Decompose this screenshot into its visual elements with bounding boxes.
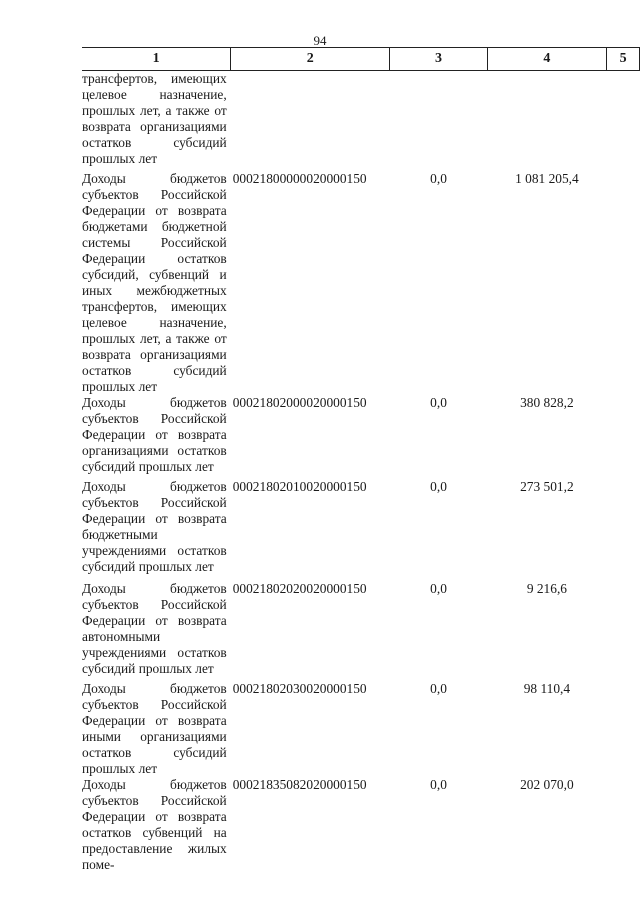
row-description: Доходы бюджетов субъектов Российской Федерации от возврата иными организациями остатков субсидий прошлых лет bbox=[82, 681, 227, 776]
row-value-4: 98 110,4 bbox=[523, 681, 571, 696]
row-description: Доходы бюджетов субъектов Российской Федерации от возврата остатков субвенций на предоставление жилых поме- bbox=[82, 777, 227, 872]
row-description: Доходы бюджетов субъектов Российской Федерации от возврата бюджетными учреждениями остатков субсидий прошлых лет bbox=[82, 479, 227, 574]
row-value-3: 0,0 bbox=[430, 171, 447, 186]
row-value-4: 1 081 205,4 bbox=[515, 171, 579, 186]
row-value-3: 0,0 bbox=[430, 581, 447, 596]
row-value-3: 0,0 bbox=[430, 395, 447, 410]
row-description: Доходы бюджетов субъектов Российской Федерации от возврата автономными учреждениями остатков субсидий прошлых лет bbox=[82, 581, 227, 676]
table-row bbox=[82, 777, 640, 873]
row-code: 00021835082020000150 bbox=[232, 777, 367, 792]
row-code: 00021802000020000150 bbox=[232, 395, 367, 410]
row-value-4: 9 216,6 bbox=[526, 581, 567, 596]
header-row bbox=[82, 48, 640, 71]
table-row bbox=[82, 71, 640, 172]
row-value-3 bbox=[390, 71, 487, 172]
row-description: Доходы бюджетов субъектов Российской Федерации от возврата бюджетами бюджетной системы Российской Федерации остатков субсидий, субвенций и иных межбюджетных трансфертов, имеющих целевое назначение, прошлых лет, а также от возврата организациями остатков субсидий прошлых лет bbox=[82, 171, 227, 394]
table-row bbox=[82, 171, 640, 395]
header-col-2: 2 bbox=[231, 48, 390, 71]
budget-table bbox=[82, 47, 640, 873]
header-col-1: 1 bbox=[82, 48, 231, 71]
row-value-3: 0,0 bbox=[430, 777, 447, 792]
row-value-4: 273 501,2 bbox=[520, 479, 574, 494]
table-row bbox=[82, 479, 640, 581]
page-number: 94 bbox=[313, 33, 327, 48]
row-code: 00021802030020000150 bbox=[232, 681, 367, 696]
row-description: трансфертов, имеющих целевое назначение, прошлых лет, а также от возврата организациями остатков субсидий прошлых лет bbox=[82, 71, 227, 166]
header-col-3: 3 bbox=[390, 48, 487, 71]
row-value-3: 0,0 bbox=[430, 479, 447, 494]
row-value-4: 202 070,0 bbox=[520, 777, 574, 792]
row-description: Доходы бюджетов субъектов Российской Федерации от возврата организациями остатков субсидий прошлых лет bbox=[82, 395, 227, 474]
row-code: 00021802020020000150 bbox=[232, 581, 367, 596]
table-row bbox=[82, 395, 640, 479]
table-row bbox=[82, 581, 640, 681]
header-col-5: 5 bbox=[607, 48, 640, 71]
header-col-4: 4 bbox=[487, 48, 606, 71]
row-code: 00021800000020000150 bbox=[232, 171, 367, 186]
table-row bbox=[82, 681, 640, 777]
row-value-3: 0,0 bbox=[430, 681, 447, 696]
row-code bbox=[231, 71, 390, 172]
row-value-4: 380 828,2 bbox=[520, 395, 574, 410]
row-value-4 bbox=[487, 71, 606, 172]
row-code: 00021802010020000150 bbox=[232, 479, 367, 494]
